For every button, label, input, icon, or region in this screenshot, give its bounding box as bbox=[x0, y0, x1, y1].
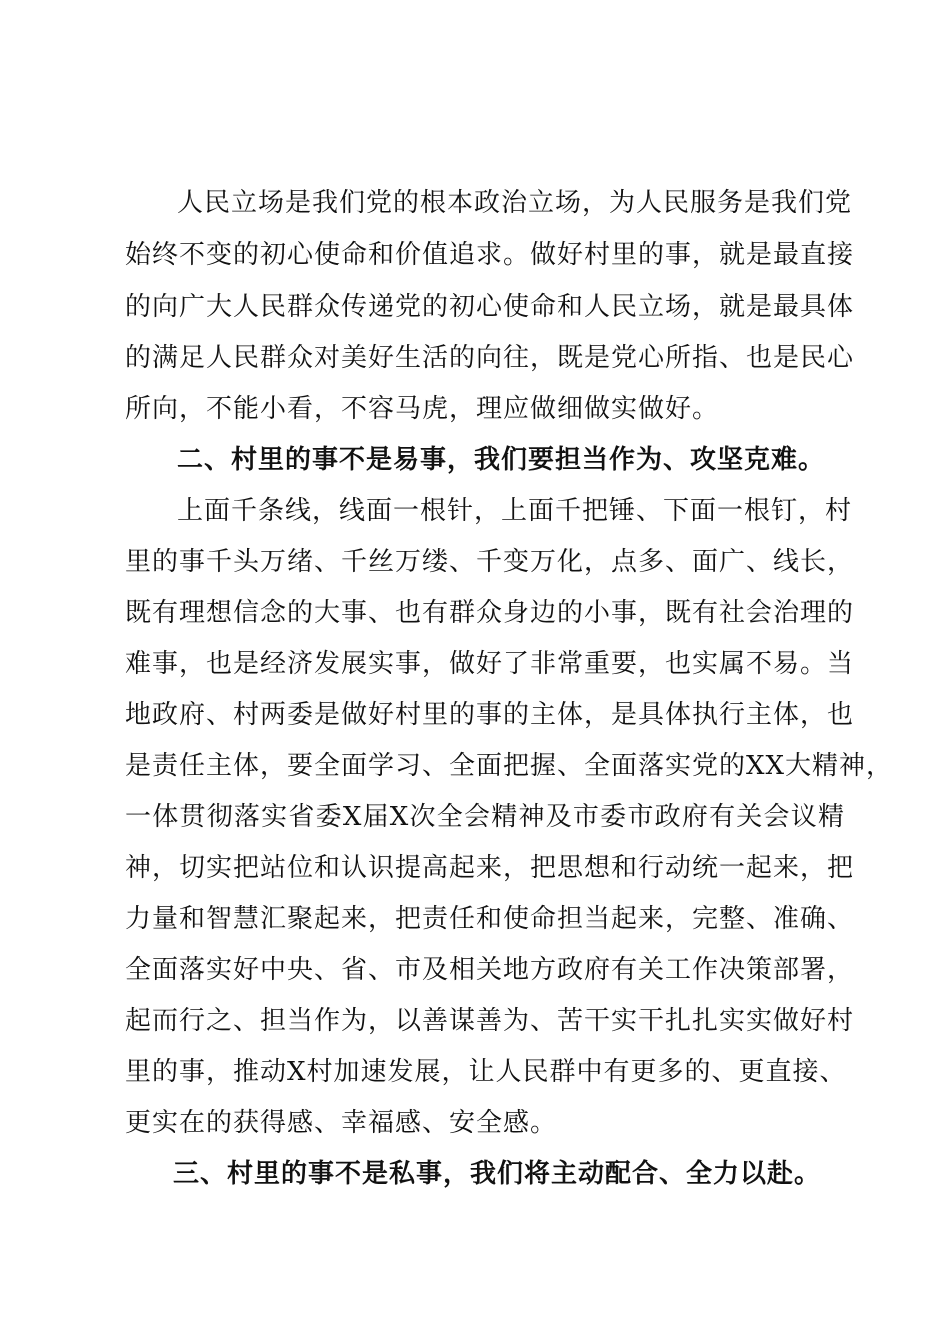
paragraph-2-line-11: 起而行之、担当作为，以善谋善为、苦干实干扎扎实实做好村 bbox=[125, 1006, 855, 1036]
paragraph-2-line-1: 上面千条线，线面一根针，上面千把锤、下面一根钉，村 bbox=[177, 496, 853, 526]
paragraph-2-line-8: 神，切实把站位和认识提高起来，把思想和行动统一起来，把 bbox=[125, 853, 855, 883]
paragraph-2-line-4: 难事，也是经济发展实事，做好了非常重要，也实属不易。当 bbox=[125, 649, 855, 679]
paragraph-2-line-10: 全面落实好中央、省、市及相关地方政府有关工作决策部署， bbox=[125, 955, 855, 985]
paragraph-2-line-9: 力量和智慧汇聚起来，把责任和使命担当起来，完整、准确、 bbox=[125, 904, 855, 934]
paragraph-2-line-13: 更实在的获得感、幸福感、安全感。 bbox=[125, 1108, 558, 1138]
paragraph-1-line-2: 始终不变的初心使命和价值追求。做好村里的事，就是最直接 bbox=[125, 240, 855, 270]
paragraph-1-line-1: 人民立场是我们党的根本政治立场，为人民服务是我们党 bbox=[177, 188, 853, 218]
section-heading-2: 二、村里的事不是易事，我们要担当作为、攻坚克难。 bbox=[177, 445, 826, 475]
paragraph-2-line-6: 是责任主体，要全面学习、全面把握、全面落实党的XX大精神， bbox=[125, 751, 894, 781]
paragraph-2-line-3: 既有理想信念的大事、也有群众身边的小事，既有社会治理的 bbox=[125, 598, 855, 628]
paragraph-1-line-5: 所向，不能小看，不容马虎，理应做细做实做好。 bbox=[125, 394, 720, 424]
paragraph-2-line-5: 地政府、村两委是做好村里的事的主体，是具体执行主体，也 bbox=[125, 700, 855, 730]
paragraph-1-line-4: 的满足人民群众对美好生活的向往，既是党心所指、也是民心 bbox=[125, 343, 855, 373]
paragraph-1-line-3: 的向广大人民群众传递党的初心使命和人民立场，就是最具体 bbox=[125, 292, 855, 322]
paragraph-2-line-7: 一体贯彻落实省委X届X次全会精神及市委市政府有关会议精 bbox=[125, 802, 845, 832]
paragraph-2-line-2: 里的事千头万绪、千丝万缕、千变万化，点多、面广、线长， bbox=[125, 547, 855, 577]
section-heading-3: 三、村里的事不是私事，我们将主动配合、全力以赴。 bbox=[173, 1159, 822, 1189]
paragraph-2-line-12: 里的事，推动X村加速发展，让人民群中有更多的、更直接、 bbox=[125, 1057, 847, 1087]
